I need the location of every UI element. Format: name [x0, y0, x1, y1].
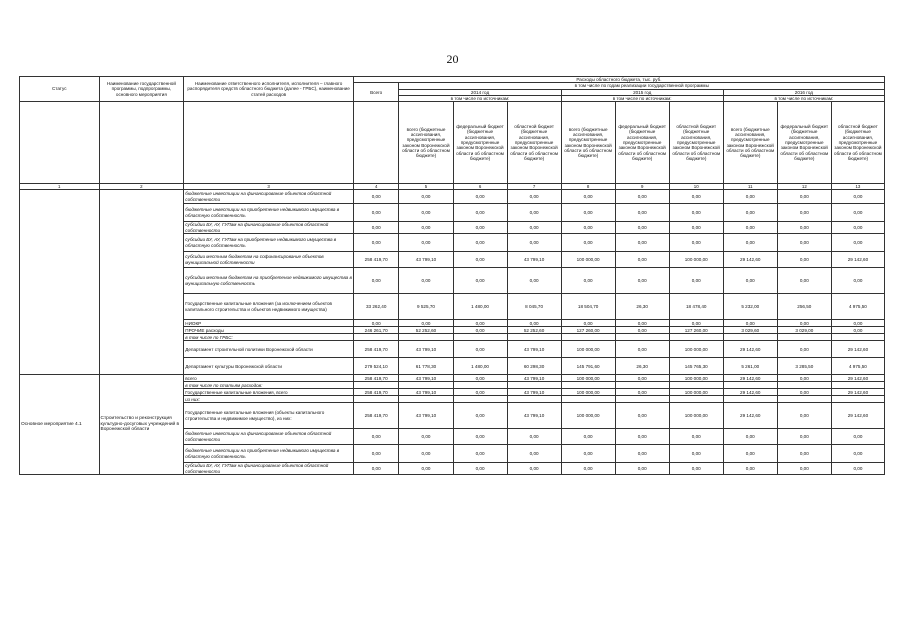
value-cell: 0,00	[353, 190, 399, 204]
table-row	[20, 375, 885, 382]
value-cell	[669, 396, 723, 403]
row-label: Государственные капитальные вложения, всего	[184, 389, 354, 396]
value-cell: 0,00	[453, 234, 507, 252]
value-cell: 0,00	[561, 268, 615, 294]
column-number: 9	[615, 184, 669, 190]
value-cell: 100 000,00	[561, 375, 615, 382]
value-cell: 4 975,50	[831, 294, 884, 320]
value-cell: 0,00	[723, 268, 777, 294]
header-sources-2014: в том числе по источникам:	[399, 95, 561, 101]
header-subcol: всего (бюджетные ассигнования, предусмотренные законом Воронежской области об областном бюджете)	[399, 102, 453, 184]
program-empty	[99, 190, 184, 375]
value-cell: 0,00	[453, 320, 507, 327]
value-cell: 0,00	[561, 320, 615, 327]
value-cell: 0,00	[353, 429, 399, 445]
row-label: субсидии местным бюджетам на софинансирование объектов муниципальной собственности	[184, 252, 354, 268]
value-cell: 0,00	[669, 429, 723, 445]
value-cell: 26,30	[615, 358, 669, 375]
value-cell: 29 142,60	[723, 252, 777, 268]
value-cell: 0,00	[453, 268, 507, 294]
value-cell	[723, 334, 777, 341]
header-status: Статус	[20, 77, 100, 102]
value-cell	[615, 396, 669, 403]
value-cell: 0,00	[561, 222, 615, 234]
column-number: 13	[831, 184, 884, 190]
value-cell: 0,00	[831, 268, 884, 294]
value-cell: 0,00	[723, 204, 777, 222]
value-cell	[831, 382, 884, 389]
value-cell: 0,00	[615, 375, 669, 382]
row-label: в том числе по статьям расходов:	[184, 382, 354, 389]
value-cell: 0,00	[353, 463, 399, 475]
value-cell: 258 419,70	[353, 341, 399, 358]
value-cell: 246 261,70	[353, 327, 399, 334]
value-cell: 3 029,60	[723, 327, 777, 334]
value-cell: 0,00	[615, 320, 669, 327]
value-cell: 0,00	[453, 222, 507, 234]
value-cell: 0,00	[615, 403, 669, 429]
header-subcol: федеральный бюджет (бюджетные ассигнования, предусмотренные законом Воронежской области об областном бюджете)	[453, 102, 507, 184]
value-cell: 0,00	[615, 429, 669, 445]
column-number: 6	[453, 184, 507, 190]
value-cell: 279 524,10	[353, 358, 399, 375]
value-cell: 258 419,70	[353, 389, 399, 396]
value-cell: 0,00	[399, 268, 453, 294]
value-cell: 29 142,60	[831, 375, 884, 382]
value-cell	[615, 382, 669, 389]
value-cell: 0,00	[453, 327, 507, 334]
header-by-years: в том числе по годам реализации государственной программы	[399, 83, 885, 89]
value-cell: 4 975,50	[831, 358, 884, 375]
value-cell: 0,00	[669, 222, 723, 234]
page-number: 20	[446, 52, 459, 66]
row-label: бюджетные инвестиции на приобретение недвижимого имущества в областную собственность	[184, 204, 354, 222]
value-cell: 0,00	[831, 190, 884, 204]
value-cell: 0,00	[453, 252, 507, 268]
value-cell: 0,00	[615, 463, 669, 475]
value-cell: 0,00	[561, 190, 615, 204]
value-cell: 0,00	[615, 204, 669, 222]
value-cell: 0,00	[507, 463, 561, 475]
value-cell: 0,00	[561, 234, 615, 252]
row-label: Департамент строительной политики Воронежской области	[184, 341, 354, 358]
value-cell: 43 799,10	[507, 389, 561, 396]
value-cell: 1 480,00	[453, 294, 507, 320]
column-number: 10	[669, 184, 723, 190]
value-cell: 0,00	[831, 234, 884, 252]
value-cell: 0,00	[615, 222, 669, 234]
column-number: 7	[507, 184, 561, 190]
value-cell: 29 142,60	[723, 389, 777, 396]
value-cell: 29 142,60	[831, 403, 884, 429]
value-cell: 0,00	[777, 320, 831, 327]
header-program-name: Наименование государственной программы, подпрограммы, основного мероприятия	[99, 77, 184, 102]
budget-table	[19, 76, 885, 475]
value-cell: 0,00	[777, 463, 831, 475]
value-cell: 0,00	[561, 204, 615, 222]
value-cell: 60 298,30	[507, 358, 561, 375]
value-cell: 0,00	[723, 320, 777, 327]
value-cell: 0,00	[777, 222, 831, 234]
header-spacer	[99, 102, 184, 184]
value-cell: 61 778,30	[399, 358, 453, 375]
header-subcol: областной бюджет (бюджетные ассигнования, предусмотренные законом Воронежской области об областном бюджете)	[669, 102, 723, 184]
value-cell: 0,00	[507, 204, 561, 222]
value-cell: 0,00	[399, 204, 453, 222]
value-cell: 0,00	[615, 445, 669, 463]
value-cell: 0,00	[777, 445, 831, 463]
header-subcol: всего (бюджетные ассигнования, предусмотренные законом Воронежской области об областном бюджете)	[561, 102, 615, 184]
row-label: НИОКР	[184, 320, 354, 327]
value-cell: 0,00	[507, 190, 561, 204]
value-cell: 100 000,00	[561, 252, 615, 268]
value-cell	[507, 334, 561, 341]
value-cell: 0,00	[453, 389, 507, 396]
value-cell	[777, 396, 831, 403]
value-cell: 0,00	[561, 429, 615, 445]
table-row	[20, 190, 885, 204]
column-number: 4	[353, 184, 399, 190]
value-cell: 0,00	[831, 429, 884, 445]
value-cell: 0,00	[831, 327, 884, 334]
value-cell: 145 791,60	[561, 358, 615, 375]
value-cell	[399, 396, 453, 403]
row-label: Департамент культуры Воронежской области	[184, 358, 354, 375]
value-cell: 0,00	[615, 389, 669, 396]
value-cell: 18 504,70	[561, 294, 615, 320]
value-cell: 0,00	[353, 204, 399, 222]
value-cell	[561, 382, 615, 389]
value-cell	[453, 382, 507, 389]
value-cell	[831, 334, 884, 341]
value-cell	[561, 334, 615, 341]
value-cell: 43 799,10	[399, 341, 453, 358]
value-cell: 0,00	[669, 190, 723, 204]
value-cell: 0,00	[453, 429, 507, 445]
value-cell	[453, 396, 507, 403]
value-cell: 0,00	[399, 234, 453, 252]
value-cell: 29 142,60	[831, 252, 884, 268]
value-cell: 0,00	[453, 403, 507, 429]
value-cell: 43 799,10	[399, 403, 453, 429]
header-subcol: всего (бюджетные ассигнования, предусмотренные законом Воронежской области об областном бюджете)	[723, 102, 777, 184]
value-cell: 1 480,00	[453, 358, 507, 375]
header-subcol: федеральный бюджет (бюджетные ассигнования, предусмотренные законом Воронежской области об областном бюджете)	[777, 102, 831, 184]
value-cell: 0,00	[777, 252, 831, 268]
value-cell: 0,00	[399, 463, 453, 475]
value-cell: 0,00	[831, 320, 884, 327]
value-cell	[353, 334, 399, 341]
header-year-2016: 2016 год	[723, 89, 884, 95]
value-cell	[507, 396, 561, 403]
value-cell: 0,00	[669, 234, 723, 252]
value-cell: 9 525,70	[399, 294, 453, 320]
value-cell	[399, 334, 453, 341]
value-cell: 0,00	[353, 445, 399, 463]
header-subcol: областной бюджет (бюджетные ассигнования, предусмотренные законом Воронежской области об областном бюджете)	[831, 102, 884, 184]
row-label: в том числе по ГРБС:	[184, 334, 354, 341]
measure-program: Строительство и реконструкция культурно-досуговых учреждений в Воронежской области	[99, 375, 184, 475]
value-cell: 0,00	[615, 327, 669, 334]
value-cell: 0,00	[453, 445, 507, 463]
value-cell	[777, 334, 831, 341]
value-cell: 256,50	[777, 294, 831, 320]
value-cell: 258 419,70	[353, 252, 399, 268]
value-cell: 0,00	[723, 190, 777, 204]
value-cell: 0,00	[453, 204, 507, 222]
value-cell: 0,00	[399, 445, 453, 463]
value-cell: 0,00	[723, 222, 777, 234]
value-cell	[615, 334, 669, 341]
value-cell: 0,00	[831, 445, 884, 463]
value-cell: 0,00	[669, 320, 723, 327]
header-subcol: федеральный бюджет (бюджетные ассигнования, предусмотренные законом Воронежской области об областном бюджете)	[615, 102, 669, 184]
value-cell: 0,00	[453, 463, 507, 475]
column-number: 8	[561, 184, 615, 190]
value-cell: 8 045,70	[507, 294, 561, 320]
value-cell: 0,00	[777, 389, 831, 396]
status-empty	[20, 190, 100, 375]
value-cell: 0,00	[723, 429, 777, 445]
value-cell: 43 799,10	[507, 403, 561, 429]
value-cell	[669, 334, 723, 341]
value-cell: 0,00	[615, 190, 669, 204]
header-sources-2015: в том числе по источникам:	[561, 95, 723, 101]
column-number: 12	[777, 184, 831, 190]
value-cell: 43 799,10	[507, 375, 561, 382]
value-cell: 0,00	[561, 445, 615, 463]
value-cell: 0,00	[669, 445, 723, 463]
value-cell: 0,00	[777, 375, 831, 382]
header-spacer	[184, 102, 354, 184]
value-cell: 100 000,00	[669, 375, 723, 382]
row-label: из них:	[184, 396, 354, 403]
value-cell: 0,00	[353, 222, 399, 234]
value-cell	[561, 396, 615, 403]
value-cell: 0,00	[615, 234, 669, 252]
value-cell: 52 252,60	[399, 327, 453, 334]
value-cell: 0,00	[353, 268, 399, 294]
header-year-2014: 2014 год	[399, 89, 561, 95]
value-cell: 100 000,00	[669, 252, 723, 268]
value-cell: 0,00	[669, 268, 723, 294]
value-cell	[399, 382, 453, 389]
value-cell: 43 799,10	[507, 341, 561, 358]
value-cell: 0,00	[669, 463, 723, 475]
header-subcol: областной бюджет (бюджетные ассигнования, предусмотренные законом Воронежской области об областном бюджете)	[507, 102, 561, 184]
value-cell: 5 232,00	[723, 294, 777, 320]
value-cell: 0,00	[399, 429, 453, 445]
column-number: 11	[723, 184, 777, 190]
value-cell	[723, 382, 777, 389]
header-spacer	[20, 102, 100, 184]
header-executor-name: Наименование ответственного исполнителя, исполнителя – главного распорядителя средств областного бюджета (далее - ГРБС), наименование статей расходов	[184, 77, 354, 102]
value-cell: 145 765,30	[669, 358, 723, 375]
value-cell: 0,00	[399, 190, 453, 204]
row-label: Государственные капитальные вложения (за исключением объектов капитального строительства и объектов недвижимого имущества)	[184, 294, 354, 320]
value-cell: 0,00	[777, 341, 831, 358]
value-cell: 0,00	[669, 204, 723, 222]
value-cell: 258 419,70	[353, 403, 399, 429]
value-cell	[669, 382, 723, 389]
value-cell: 0,00	[615, 252, 669, 268]
row-label: бюджетные инвестиции на финансирование объектов областной собственности	[184, 190, 354, 204]
value-cell: 0,00	[453, 190, 507, 204]
value-cell: 0,00	[777, 234, 831, 252]
value-cell: 0,00	[507, 445, 561, 463]
value-cell: 0,00	[353, 234, 399, 252]
value-cell: 0,00	[831, 222, 884, 234]
value-cell: 0,00	[507, 234, 561, 252]
value-cell	[507, 382, 561, 389]
row-label: субсидии БУ, АУ, ГУПам на финансирование объектов областной собственности	[184, 463, 354, 475]
value-cell: 127 260,00	[669, 327, 723, 334]
value-cell: 100 000,00	[561, 389, 615, 396]
value-cell: 0,00	[777, 268, 831, 294]
value-cell: 127 260,00	[561, 327, 615, 334]
value-cell: 3 029,00	[777, 327, 831, 334]
header-year-2015: 2015 год	[561, 89, 723, 95]
value-cell: 100 000,00	[669, 341, 723, 358]
value-cell: 0,00	[399, 320, 453, 327]
value-cell: 29 142,60	[831, 341, 884, 358]
value-cell: 0,00	[831, 204, 884, 222]
value-cell: 100 000,00	[669, 403, 723, 429]
column-number: 5	[399, 184, 453, 190]
value-cell: 43 799,10	[507, 252, 561, 268]
value-cell: 0,00	[723, 463, 777, 475]
row-label: субсидии БУ, АУ, ГУПам на финансирование объектов областной собственности	[184, 222, 354, 234]
value-cell: 0,00	[777, 403, 831, 429]
value-cell	[353, 396, 399, 403]
value-cell: 0,00	[723, 234, 777, 252]
column-number: 2	[99, 184, 184, 190]
value-cell: 0,00	[777, 429, 831, 445]
row-label: бюджетные инвестиции на финансирование объектов областной собственности	[184, 429, 354, 445]
value-cell: 258 419,70	[353, 375, 399, 382]
value-cell: 0,00	[561, 463, 615, 475]
column-number: 1	[20, 184, 100, 190]
value-cell: 0,00	[831, 463, 884, 475]
header-total: Всего	[353, 83, 399, 102]
value-cell: 100 000,00	[561, 341, 615, 358]
value-cell: 0,00	[777, 204, 831, 222]
value-cell: 29 142,60	[723, 341, 777, 358]
value-cell: 26,30	[615, 294, 669, 320]
value-cell: 0,00	[507, 222, 561, 234]
value-cell: 5 261,00	[723, 358, 777, 375]
value-cell: 0,00	[399, 222, 453, 234]
row-label: Государственные капитальные вложения (объекты капитального строительства и недвижимое имущество), из них:	[184, 403, 354, 429]
value-cell	[777, 382, 831, 389]
value-cell: 100 000,00	[561, 403, 615, 429]
value-cell: 0,00	[453, 341, 507, 358]
header-sources-2016: в том числе по источникам:	[723, 95, 884, 101]
value-cell: 33 262,40	[353, 294, 399, 320]
value-cell: 0,00	[723, 445, 777, 463]
value-cell: 29 142,60	[723, 403, 777, 429]
value-cell: 0,00	[453, 375, 507, 382]
value-cell: 3 285,50	[777, 358, 831, 375]
value-cell	[353, 382, 399, 389]
row-label: субсидии местным бюджетам на приобретение недвижимого имущества в муниципальную собственность	[184, 268, 354, 294]
value-cell: 0,00	[615, 341, 669, 358]
header-spacer	[353, 102, 399, 184]
value-cell: 43 799,10	[399, 389, 453, 396]
value-cell: 18 478,40	[669, 294, 723, 320]
row-label: бюджетные инвестиции на приобретение недвижимого имущества в областную собственность	[184, 445, 354, 463]
value-cell: 0,00	[507, 320, 561, 327]
value-cell: 100 000,00	[669, 389, 723, 396]
value-cell: 52 252,60	[507, 327, 561, 334]
measure-status: Основное мероприятие 4.1	[20, 375, 100, 475]
value-cell: 29 142,60	[831, 389, 884, 396]
value-cell	[831, 396, 884, 403]
header-expenses: Расходы областного бюджета, тыс. руб.	[353, 77, 884, 83]
value-cell	[723, 396, 777, 403]
value-cell: 43 799,10	[399, 375, 453, 382]
value-cell: 29 142,60	[723, 375, 777, 382]
row-label: всего	[184, 375, 354, 382]
value-cell: 0,00	[353, 320, 399, 327]
value-cell: 43 799,10	[399, 252, 453, 268]
value-cell: 0,00	[507, 429, 561, 445]
value-cell: 0,00	[507, 268, 561, 294]
row-label: субсидии БУ, АУ, ГУПам на приобретение недвижимого имущества в областную собственность	[184, 234, 354, 252]
column-number: 3	[184, 184, 354, 190]
value-cell	[453, 334, 507, 341]
row-label: ПРОЧИЕ расходы	[184, 327, 354, 334]
value-cell: 0,00	[777, 190, 831, 204]
value-cell: 0,00	[615, 268, 669, 294]
